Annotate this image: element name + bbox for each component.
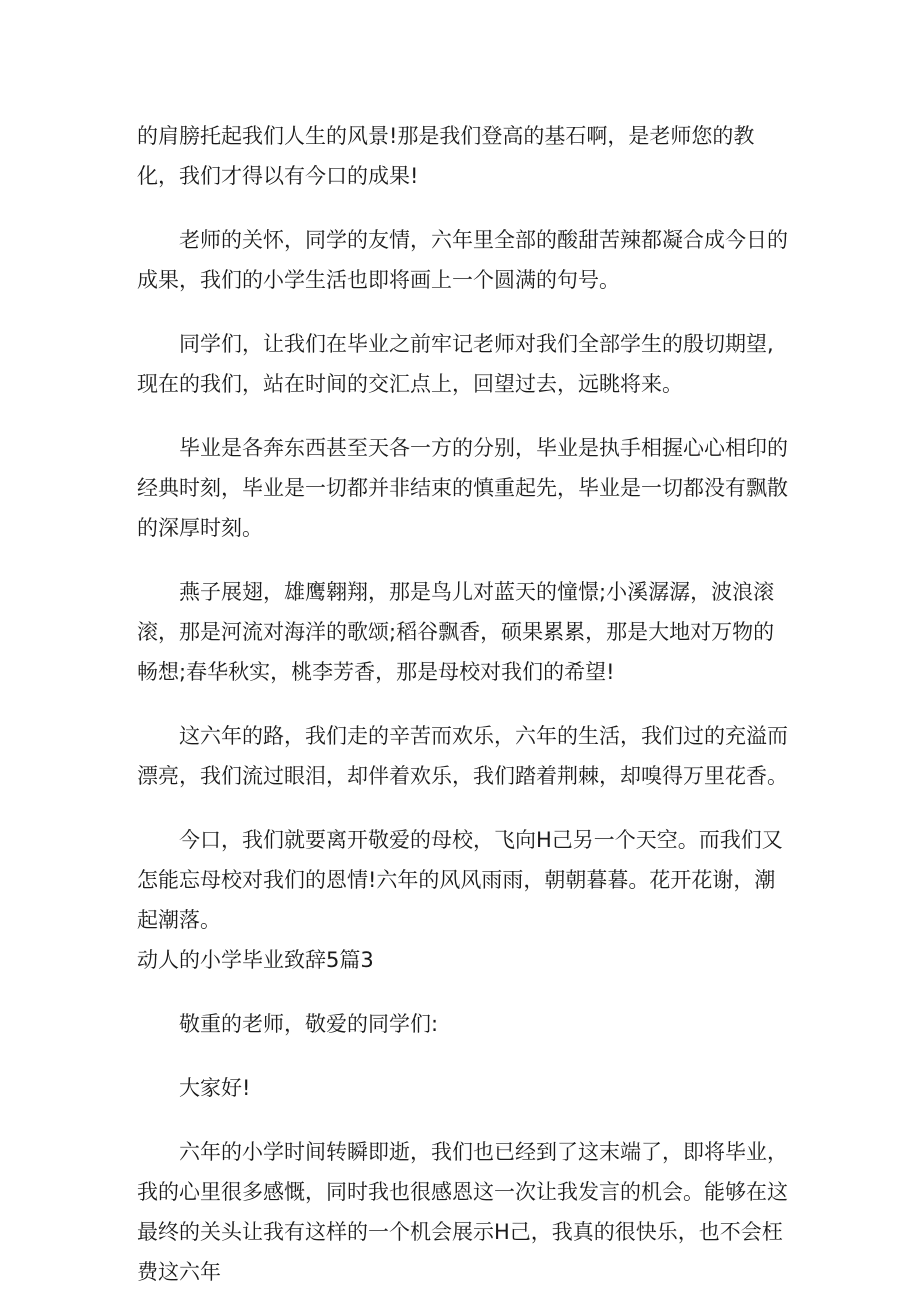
section-title: 动人的小学毕业致辞5篇3 bbox=[137, 948, 374, 972]
paragraph-leaving-school: 今口，我们就要离开敬爱的母校，飞向H己另一个天空。而我们又怎能忘母校对我们的恩情!六年的风风雨雨，朝朝暮暮。花开花谢，潮起潮落。 bbox=[137, 828, 783, 932]
paragraph-six-years: 这六年的路，我们走的辛苦而欢乐，六年的生活，我们过的充溢而漂亮，我们流过眼泪，却伴着欢乐，我们踏着荆棘，却嗅得万里花香。 bbox=[137, 724, 788, 788]
salutation: 敬重的老师，敬爱的同学们: bbox=[179, 1012, 439, 1036]
paragraph-final: 六年的小学时间转瞬即逝，我们也已经到了这末端了，即将毕业，我的心里很多感慨，同时我也很感恩这一次让我发言的机会。能够在这最终的关头让我有这样的一个机会展示H己，我真的很快乐，也不会枉费这六年 bbox=[137, 1140, 788, 1284]
paragraph-continuation: 的肩膀托起我们人生的风景!那是我们登高的基石啊，是老师您的教化，我们才得以有今口的成果! bbox=[137, 124, 755, 188]
document-body bbox=[137, 116, 792, 1316]
paragraph-graduation-meaning: 毕业是各奔东西甚至天各一方的分别，毕业是执手相握心心相印的经典时刻，毕业是一切都并非结束的慎重起先，毕业是一切都没有飘散的深厚时刻。 bbox=[137, 436, 788, 540]
paragraph-swallows: 燕子展翅，雄鹰翱翔，那是鸟儿对蓝天的憧憬;小溪潺潺，波浪滚滚，那是河流对海洋的歌颂;稻谷飘香，硕果累累，那是大地对万物的畅想;春华秋实，桃李芳香，那是母校对我们的希望! bbox=[137, 580, 775, 684]
greeting: 大家好! bbox=[179, 1076, 251, 1100]
paragraph-teacher-care: 老师的关怀，同学的友情，六年里全部的酸甜苦辣都凝合成今日的成果，我们的小学生活也即将画上一个圆满的句号。 bbox=[137, 228, 788, 292]
paragraph-classmates: 同学们，让我们在毕业之前牢记老师对我们全部学生的殷切期望,现在的我们，站在时间的交汇点上，回望过去，远眺将来。 bbox=[137, 332, 774, 396]
